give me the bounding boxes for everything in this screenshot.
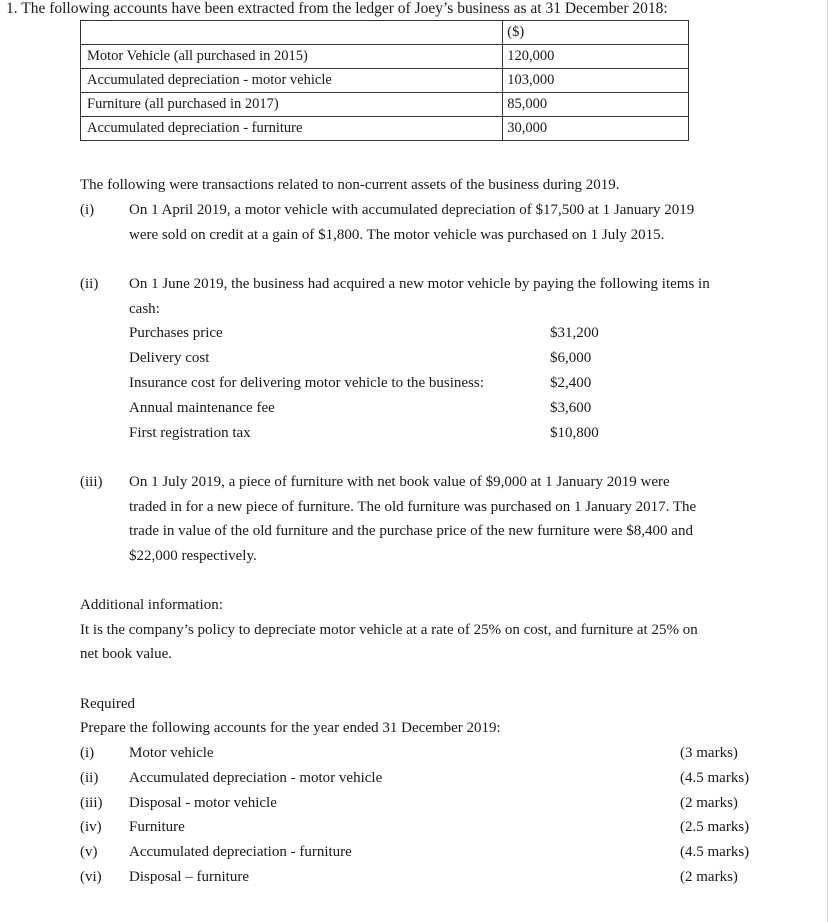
account-name: Accumulated depreciation - furniture xyxy=(81,117,503,141)
required-label: Disposal - motor vehicle xyxy=(129,795,277,811)
required-heading: Required xyxy=(80,696,135,712)
cost-label: Delivery cost xyxy=(129,350,210,366)
account-amount: 120,000 xyxy=(503,45,689,69)
transaction-line: $22,000 respectively. xyxy=(129,548,257,564)
required-number: (ii) xyxy=(80,770,99,786)
table-row xyxy=(81,93,689,117)
table-row xyxy=(81,69,689,93)
cost-amount: $6,000 xyxy=(550,350,592,366)
required-number: (iv) xyxy=(80,819,102,835)
transaction-line: On 1 April 2019, a motor vehicle with accumulated depreciation of $17,500 at 1 January 2019 xyxy=(129,202,695,218)
required-label: Accumulated depreciation - motor vehicle xyxy=(129,770,383,786)
table-header-blank xyxy=(81,21,503,45)
additional-line: It is the company’s policy to depreciate motor vehicle at a rate of 25% on cost, and furniture at 25% on xyxy=(80,622,698,638)
account-name: Furniture (all purchased in 2017) xyxy=(81,93,503,117)
required-label: Disposal – furniture xyxy=(129,869,249,885)
cost-amount: $3,600 xyxy=(550,400,592,416)
account-amount: 85,000 xyxy=(503,93,689,117)
transaction-line: cash: xyxy=(129,301,160,317)
cost-label: Purchases price xyxy=(129,325,223,341)
transaction-line: On 1 June 2019, the business had acquired a new motor vehicle by paying the following items in xyxy=(129,276,710,292)
table-header-currency: ($) xyxy=(503,21,689,45)
cost-label: Annual maintenance fee xyxy=(129,400,275,416)
required-number: (i) xyxy=(80,745,95,761)
account-name: Motor Vehicle (all purchased in 2015) xyxy=(81,45,503,69)
required-number: (vi) xyxy=(80,869,102,885)
table-row xyxy=(81,45,689,69)
cost-label: Insurance cost for delivering motor vehicle to the business: xyxy=(129,375,484,391)
required-number: (iii) xyxy=(80,795,103,811)
transaction-line: On 1 July 2019, a piece of furniture with net book value of $9,000 at 1 January 2019 were xyxy=(129,474,670,490)
table-header-row xyxy=(81,21,689,45)
transactions-intro: The following were transactions related to non-current assets of the business during 2019. xyxy=(80,177,620,193)
account-amount: 103,000 xyxy=(503,69,689,93)
cost-amount: $2,400 xyxy=(550,375,592,391)
account-name: Accumulated depreciation - motor vehicle xyxy=(81,69,503,93)
transaction-line: were sold on credit at a gain of $1,800. The motor vehicle was purchased on 1 July 2015. xyxy=(129,227,665,243)
item-number: (iii) xyxy=(80,474,103,490)
required-intro: Prepare the following accounts for the year ended 31 December 2019: xyxy=(80,720,501,736)
cost-label: First registration tax xyxy=(129,425,251,441)
required-marks: (2 marks) xyxy=(680,795,738,811)
transaction-line: trade in value of the old furniture and the purchase price of the new furniture were $8,400 and xyxy=(129,523,693,539)
table-row xyxy=(81,117,689,141)
required-label: Accumulated depreciation - furniture xyxy=(129,844,352,860)
required-number: (v) xyxy=(80,844,98,860)
required-label: Furniture xyxy=(129,819,185,835)
required-label: Motor vehicle xyxy=(129,745,214,761)
additional-heading: Additional information: xyxy=(80,597,223,613)
item-number: (i) xyxy=(80,202,95,218)
ledger-table xyxy=(80,20,689,141)
additional-line: net book value. xyxy=(80,646,173,662)
transaction-line: traded in for a new piece of furniture. The old furniture was purchased on 1 January 2017. The xyxy=(129,499,697,515)
required-marks: (2 marks) xyxy=(680,869,738,885)
account-amount: 30,000 xyxy=(503,117,689,141)
required-marks: (2.5 marks) xyxy=(680,819,750,835)
required-marks: (4.5 marks) xyxy=(680,770,750,786)
cost-amount: $31,200 xyxy=(550,325,599,341)
required-marks: (4.5 marks) xyxy=(680,844,750,860)
required-marks: (3 marks) xyxy=(680,745,738,761)
question-title: 1. The following accounts have been extracted from the ledger of Joey’s business as at 31 December 2018: xyxy=(6,0,668,17)
cost-amount: $10,800 xyxy=(550,425,599,441)
item-number: (ii) xyxy=(80,276,99,292)
